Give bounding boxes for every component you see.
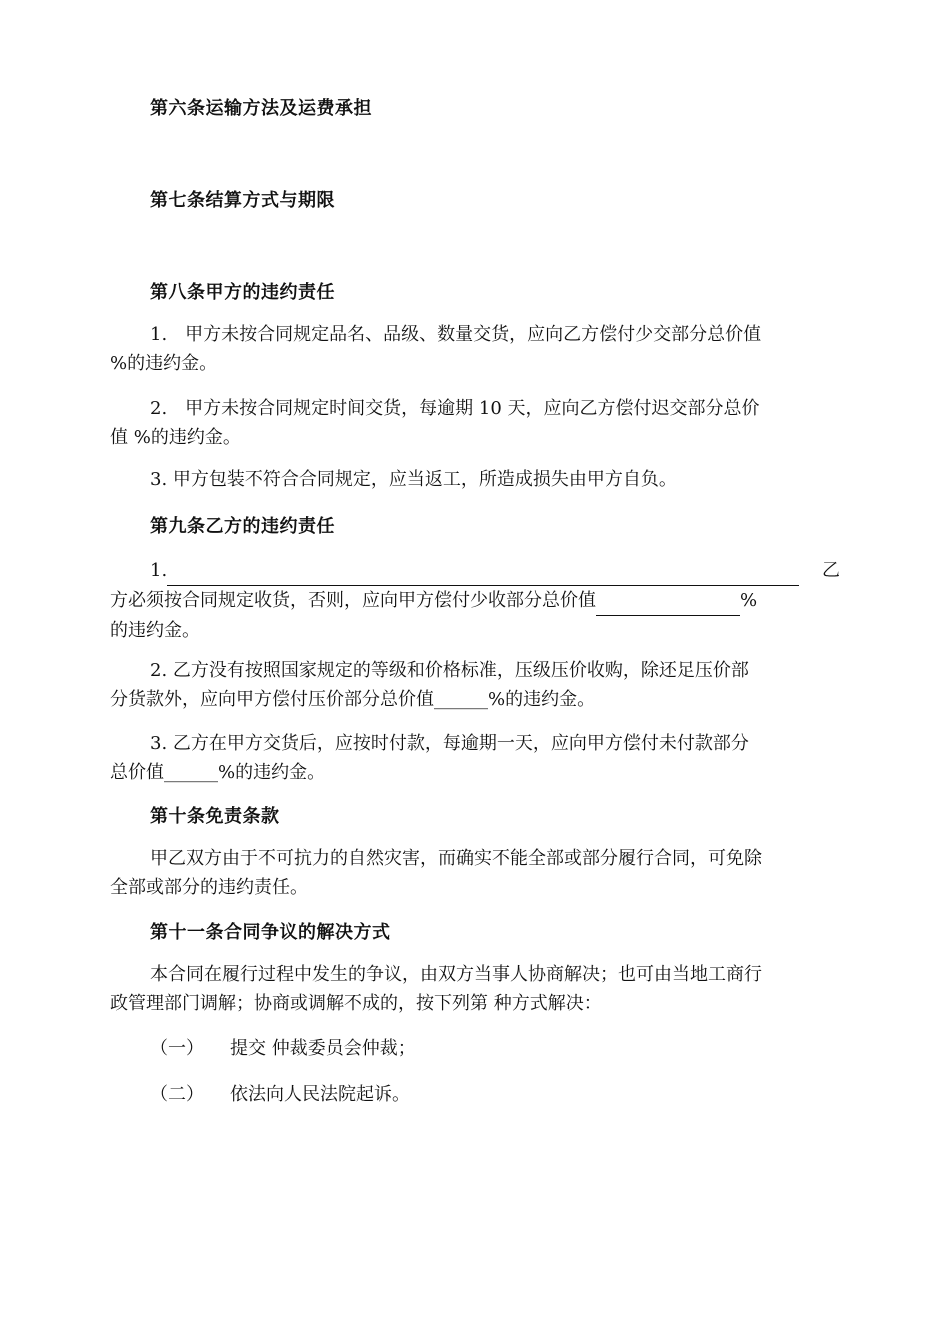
article-10-heading: 第十条免责条款 — [150, 806, 280, 827]
option-number: （一） — [150, 1038, 204, 1059]
clause-line: 值 %的违约金。 — [110, 427, 241, 448]
clause-line — [110, 586, 840, 616]
clause-line: 3. 甲方包装不符合合同规定，应当返工，所造成损失由甲方自负。 — [150, 469, 677, 490]
clause-line — [110, 556, 840, 586]
clause-line-end: 乙 — [822, 560, 840, 581]
option-number: （二） — [150, 1084, 204, 1105]
clause-line: 2. 甲方未按合同规定时间交货，每逾期 10 天，应向乙方偿付迟交部分总价 — [150, 398, 760, 419]
clause-line: 甲乙双方由于不可抗力的自然灾害，而确实不能全部或部分履行合同，可免除 — [150, 848, 762, 869]
article-9-clause-3 — [110, 729, 840, 787]
article-10-paragraph — [110, 844, 840, 902]
article-11-paragraph — [110, 960, 840, 1018]
clause-line: %的违约金。 — [110, 353, 218, 374]
article-11-heading: 第十一条合同争议的解决方式 — [150, 922, 391, 943]
option-text: 提交 仲裁委员会仲裁； — [230, 1038, 416, 1059]
dispute-option-2 — [150, 1080, 410, 1106]
clause-line: 本合同在履行过程中发生的争议，由双方当事人协商解决；也可由当地工商行 — [150, 964, 762, 985]
dispute-option-1 — [150, 1034, 416, 1060]
article-6-heading: 第六条运输方法及运费承担 — [150, 98, 372, 119]
blank-underline — [596, 586, 740, 616]
article-8-clause-2 — [110, 394, 840, 452]
article-9-heading: 第九条乙方的违约责任 — [150, 516, 335, 537]
article-8-clause-1 — [110, 320, 840, 378]
article-7-heading: 第七条结算方式与期限 — [150, 190, 335, 211]
clause-line: 政管理部门调解；协商或调解不成的，按下列第 种方式解决： — [110, 993, 602, 1014]
article-9-clause-2 — [110, 656, 840, 714]
clause-line: 1. 甲方未按合同规定品名、品级、数量交货，应向乙方偿付少交部分总价值 — [150, 324, 762, 345]
blank-underline — [167, 556, 799, 586]
clause-line: 3. 乙方在甲方交货后，应按时付款，每逾期一天，应向甲方偿付未付款部分 — [150, 733, 749, 754]
clause-number-blank — [110, 556, 799, 586]
clause-text: 方必须按合同规定收货，否则，应向甲方偿付少收部分总价值 — [110, 590, 596, 611]
clause-line: 全部或部分的违约责任。 — [110, 877, 308, 898]
clause-line: 2. 乙方没有按照国家规定的等级和价格标准，压级压价收购，除还足压价部 — [150, 660, 749, 681]
clause-line: 总价值______%的违约金。 — [110, 762, 326, 783]
article-8-clause-3 — [110, 465, 840, 494]
percent-sign: % — [740, 590, 758, 611]
clause-number: 1. — [150, 560, 168, 581]
clause-line: 的违约金。 — [110, 620, 200, 641]
article-8-heading: 第八条甲方的违约责任 — [150, 282, 335, 303]
clause-line: 分货款外，应向甲方偿付压价部分总价值______%的违约金。 — [110, 689, 596, 710]
option-text: 依法向人民法院起诉。 — [230, 1084, 410, 1105]
article-9-clause-1 — [110, 556, 840, 645]
